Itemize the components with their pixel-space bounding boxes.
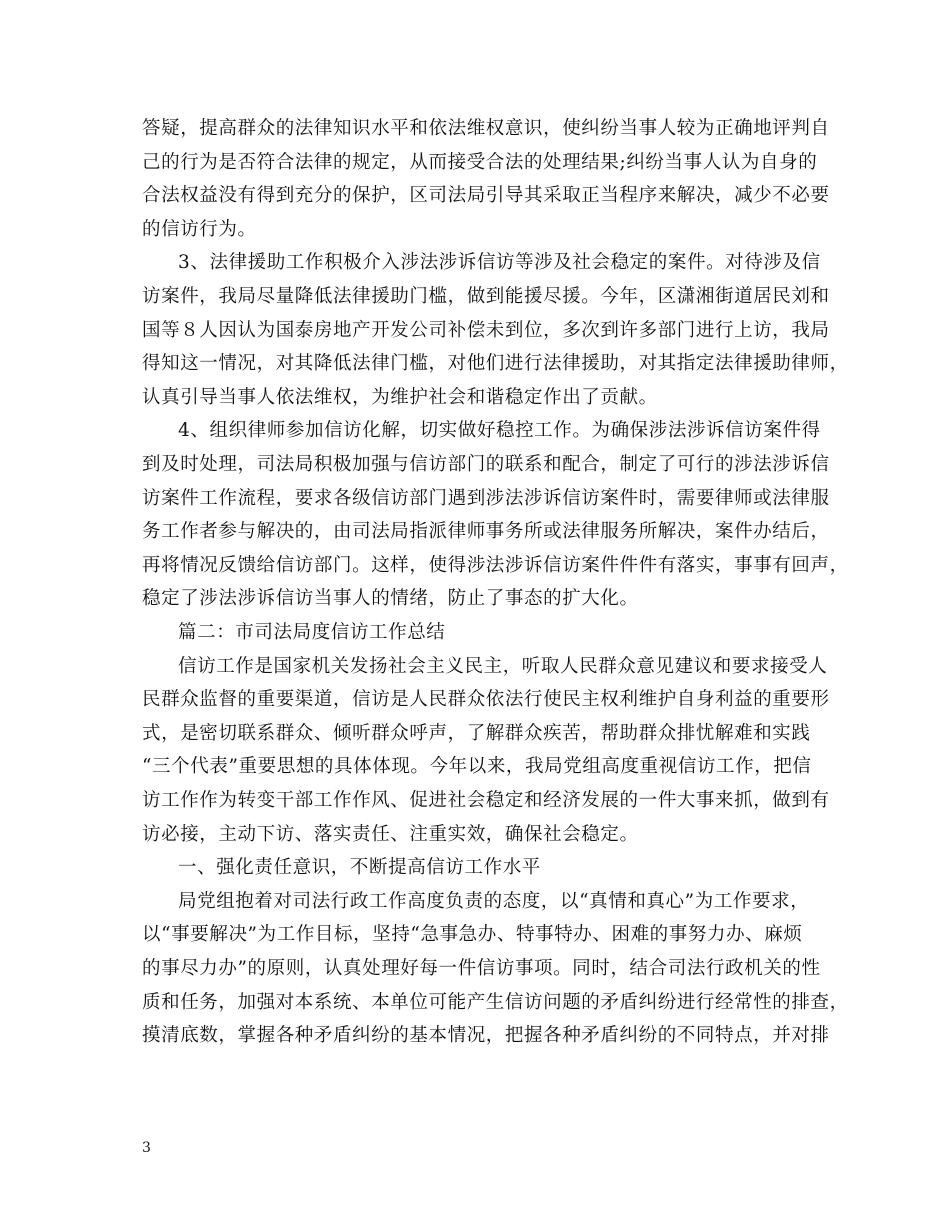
text-line: 一、强化责任意识，不断提高信访工作水平	[178, 857, 541, 879]
text-line: 访案件，我局尽量降低法律援助门槛，做到能援尽援。今年，区潇湘街道居民刘和	[142, 286, 830, 307]
page-number: 3	[142, 1140, 151, 1156]
text-line: 访工作作为转变干部工作作风、促进社会稳定和经济发展的一件大事来抓，做到有	[142, 790, 830, 811]
text-line: 己的行为是否符合法律的规定，从而接受合法的处理结果;纠纷当事人认为自身的	[142, 151, 818, 173]
text-line: 局党组抱着对司法行政工作高度负责的态度，以“真情和真心”为工作要求，	[178, 890, 810, 912]
text-line: 4、组织律师参加信访化解，切实做好稳控工作。为确保涉法涉诉信访案件得	[178, 420, 821, 442]
text-line: 稳定了涉法涉诉信访当事人的情绪，防止了事态的扩大化。	[142, 588, 639, 610]
text-line: 式，是密切联系群众、倾听群众呼声，了解群众疾苦，帮助群众排忧解难和实践	[142, 722, 811, 744]
text-line: 篇二：市司法局度信访工作总结	[178, 622, 446, 643]
text-line: 访案件工作流程，要求各级信访部门遇到涉法涉诉信访案件时，需要律师或法律服	[142, 487, 830, 509]
text-line: 的事尽力办”的原则，认真处理好每一件信访事项。同时，结合司法行政机关的性	[142, 958, 821, 979]
text-line: 摸清底数，掌握各种矛盾纠纷的基本情况，把握各种矛盾纠纷的不同特点，并对排	[142, 1025, 830, 1047]
text-line: 认真引导当事人依法维权，为维护社会和谐稳定作出了贡献。	[142, 386, 658, 408]
text-line: 以“事要解决”为工作目标，坚持“急事急办、特事特办、困难的事努力办、麻烦	[142, 924, 803, 946]
text-line: 再将情况反馈给信访部门。这样，使得涉法涉诉信访案件件件有落实，事事有回声，	[142, 554, 849, 576]
text-line: 国等８人因认为国泰房地产开发公司补偿未到位，多次到许多部门进行上访，我局	[142, 319, 830, 341]
text-line: 质和任务，加强对本系统、本单位可能产生信访问题的矛盾纠纷进行经常性的排查，	[142, 991, 849, 1013]
text-line: 合法权益没有得到充分的保护，区司法局引导其采取正当程序来解决，减少不必要	[142, 185, 830, 207]
text-line: 访必接，主动下访、落实责任、注重实效，确保社会稳定。	[142, 823, 639, 845]
text-line: 的信访行为。	[142, 218, 257, 240]
text-line: 3、法律援助工作积极介入涉法涉诉信访等涉及社会稳定的案件。对待涉及信	[178, 252, 821, 274]
text-line: 答疑，提高群众的法律知识水平和依法维权意识，使纠纷当事人较为正确地评判自	[142, 118, 830, 139]
text-line: 信访工作是国家机关发扬社会主义民主，听取人民群众意见建议和要求接受人	[178, 655, 828, 677]
text-line: 务工作者参与解决的，由司法局指派律师事务所或法律服务所解决，案件办结后，	[142, 521, 830, 543]
text-line: “三个代表”重要思想的具体体现。今年以来，我局党组高度重视信访工作，把信	[142, 756, 812, 778]
text-line: 得知这一情况，对其降低法律门槛，对他们进行法律援助，对其指定法律援助律师，	[142, 353, 849, 375]
text-line: 到及时处理，司法局积极加强与信访部门的联系和配合，制定了可行的涉法涉诉信	[142, 454, 830, 475]
text-line: 民群众监督的重要渠道，信访是人民群众依法行使民主权利维护自身利益的重要形	[142, 689, 830, 711]
